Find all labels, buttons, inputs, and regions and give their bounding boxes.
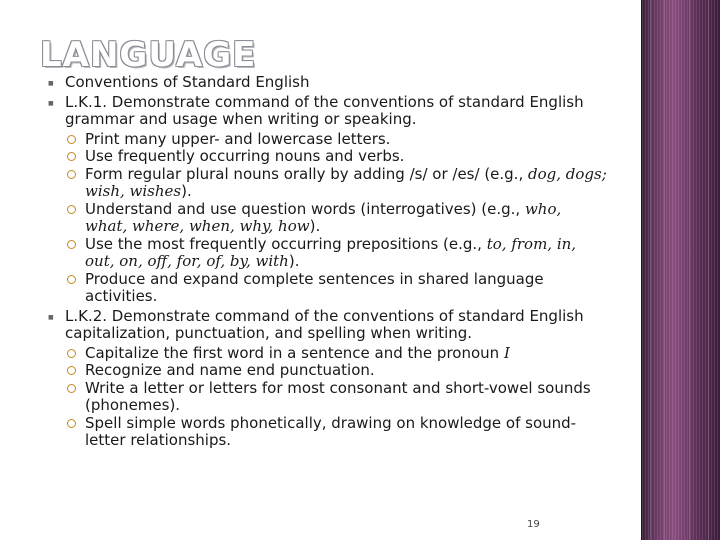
sub-list-item — [48, 415, 608, 450]
sub-list-item — [48, 148, 608, 166]
sub-item-text: Capitalize the first word in a sentence and the pronoun — [85, 343, 504, 362]
bullet-icon: ■ — [48, 80, 54, 87]
bullet-icon: ■ — [48, 99, 54, 107]
decorative-side-band — [641, 0, 720, 540]
circle-bullet-icon — [67, 419, 76, 428]
sub-list-item — [48, 166, 608, 201]
circle-bullet-icon — [67, 135, 76, 144]
heading-conventions: Conventions of Standard English — [65, 73, 310, 91]
list-item — [48, 308, 608, 343]
sub-item-text: Write a letter or letters for most consonant and short-vowel sounds (phonemes). — [85, 378, 591, 414]
circle-bullet-icon — [67, 349, 76, 358]
sub-item-end: ). — [181, 182, 192, 200]
standard-lk1: L.K.1. Demonstrate command of the conventions of standard English grammar and usage when writing or speaking. — [65, 92, 584, 128]
band-stripe — [708, 0, 709, 540]
sub-item-end: ). — [309, 217, 321, 235]
band-stripe — [664, 0, 665, 540]
sub-item-text: Use the most frequently occurring prepositions (e.g., — [85, 234, 487, 253]
sub-item-end: ). — [288, 252, 300, 270]
sub-list-item — [48, 236, 608, 271]
circle-bullet-icon — [67, 275, 76, 284]
sub-item-text: Produce and expand complete sentences in shared language activities. — [85, 269, 544, 305]
sub-list-item — [48, 380, 608, 415]
slide-body — [48, 74, 608, 450]
sub-item-text: Form regular plural nouns orally by adding /s/ or /es/ (e.g., — [85, 164, 528, 183]
example-words: I — [503, 343, 510, 362]
circle-bullet-icon — [67, 152, 76, 161]
circle-bullet-icon — [67, 366, 76, 375]
page-number: 19 — [527, 519, 540, 530]
band-stripe — [689, 0, 690, 540]
slide-title: LANGUAGE — [40, 35, 257, 75]
sub-item-text: Recognize and name end punctuation. — [85, 361, 375, 379]
sub-list-item — [48, 271, 608, 306]
circle-bullet-icon — [67, 170, 76, 179]
sub-item-text: Use frequently occurring nouns and verbs. — [85, 147, 405, 165]
circle-bullet-icon — [67, 205, 76, 214]
example-words: dog, dogs; wish, wishes — [85, 164, 607, 200]
sub-item-text: Print many upper- and lowercase letters. — [85, 129, 391, 148]
sub-item-text: Understand and use question words (interrogatives) (e.g., — [85, 199, 525, 218]
sub-list-item — [48, 201, 608, 236]
sub-list-item — [48, 131, 608, 149]
sub-list-item — [48, 362, 608, 380]
bullet-icon: ■ — [48, 313, 54, 321]
sub-list-item — [48, 345, 608, 363]
example-words: who, what, where, when, why, how — [85, 199, 562, 235]
sub-item-text: Spell simple words phonetically, drawing on knowledge of sound-letter relationships. — [85, 413, 577, 449]
circle-bullet-icon — [67, 384, 76, 393]
band-stripe — [650, 0, 651, 540]
standard-lk2: L.K.2. Demonstrate command of the conventions of standard English capitalization, punctuation, and spelling when writing. — [65, 306, 584, 342]
circle-bullet-icon — [67, 240, 76, 249]
list-item — [48, 74, 608, 92]
example-words: to, from, in, out, on, off, for, of, by, with — [85, 234, 577, 270]
list-item — [48, 94, 608, 129]
